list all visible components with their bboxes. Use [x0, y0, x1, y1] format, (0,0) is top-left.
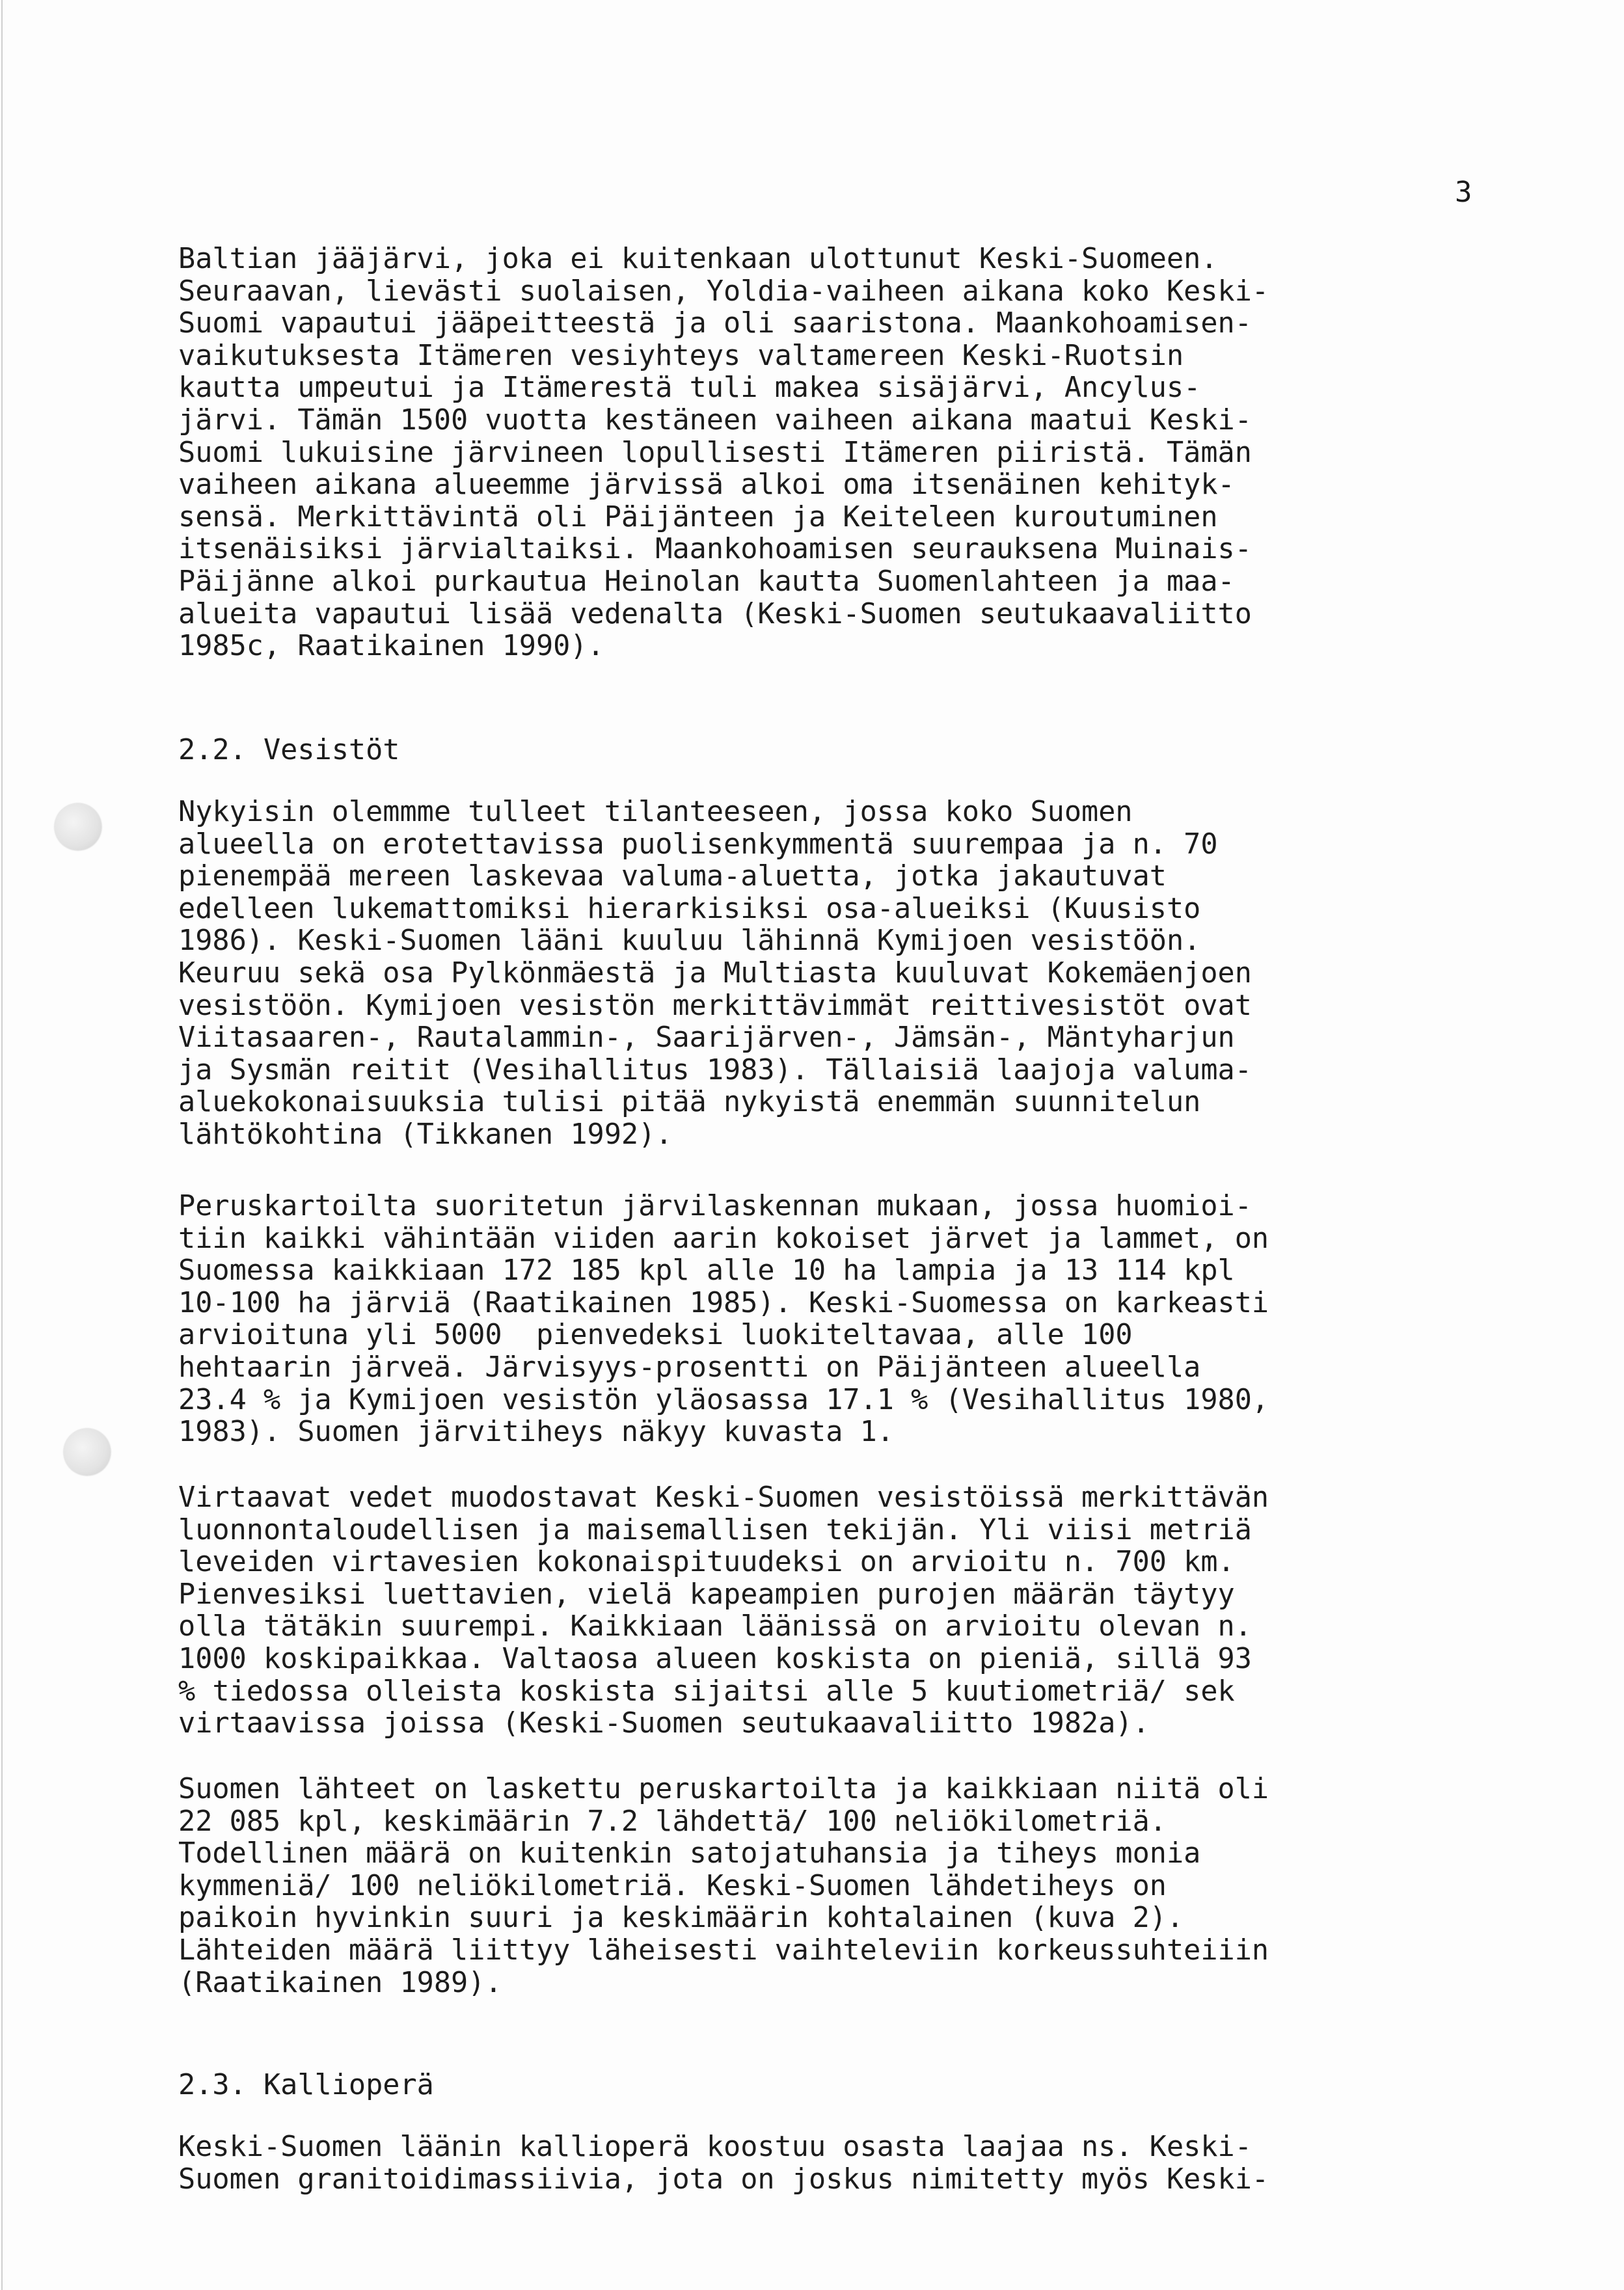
- paragraph-springs: Suomen lähteet on laskettu peruskartoilta ja kaikkiaan niitä oli 22 085 kpl, keskimäärin 7.2 lähdettä/ 100 neliökilometriä. Todellinen määrä on kuitenkin satojatuhansia ja tiheys monia kymmeniä/ 100 neliökilometriä. Keski-Suomen lähdetiheys on paikoin hyvinkin suuri ja keskimäärin kohtalainen (kuva 2). Lähteiden määrä liittyy läheisesti vaihteleviin korkeussuhteiiin (Raatikainen 1989).: [178, 1773, 1269, 1999]
- punch-hole: [55, 803, 102, 850]
- page-number: 3: [1455, 176, 1472, 209]
- section-heading-kalliopera: 2.3. Kallioperä: [178, 2069, 434, 2101]
- paragraph-baltic-ice-lake: Baltian jääjärvi, joka ei kuitenkaan ulottunut Keski-Suomeen. Seuraavan, lievästi suolaisen, Yoldia-vaiheen aikana koko Keski- Suomi vapautui jääpeitteestä ja oli saaristona. Maankohoamisen- vaikutuksesta Itämeren vesiyhteys valtamereen Keski-Ruotsin kautta umpeutui ja Itämerestä tuli makea sisäjärvi, Ancylus- järvi. Tämän 1500 vuotta kestäneen vaiheen aikana maatui Keski- Suomi lukuisine järvineen lopullisesti Itämeren piiristä. Tämän vaiheen aikana alueemme järvissä alkoi oma itsenäinen kehityk- sensä. Merkittävintä oli Päijänteen ja Keiteleen kuroutuminen itsenäisiksi järvialtaiksi. Maankohoamisen seurauksena Muinais- Päijänne alkoi purkautua Heinolan kautta Suomenlahteen ja maa- alueita vapautui lisää vedenalta (Keski-Suomen seutukaavaliitto 1985c, Raatikainen 1990).: [178, 243, 1269, 663]
- paragraph-bedrock: Keski-Suomen läänin kallioperä koostuu osasta laajaa ns. Keski- Suomen granitoidimassiivia, jota on joskus nimitetty myös Keski-: [178, 2131, 1269, 2196]
- page-edge-shadow: [1, 0, 3, 2290]
- paragraph-drainage-basins: Nykyisin olemmme tulleet tilanteeseen, jossa koko Suomen alueella on erotettavissa puolisenkymmentä suurempaa ja n. 70 pienempää mereen laskevaa valuma-aluetta, jotka jakautuvat edelleen lukemattomiksi hierarkisiksi osa-alueiksi (Kuusisto 1986). Keski-Suomen lääni kuuluu lähinnä Kymijoen vesistöön. Keuruu sekä osa Pylkönmäestä ja Multiasta kuuluvat Kokemäenjoen vesistöön. Kymijoen vesistön merkittävimmät reittivesistöt ovat Viitasaaren-, Rautalammin-, Saarijärven-, Jämsän-, Mäntyharjun ja Sysmän reitit (Vesihallitus 1983). Tällaisiä laajoja valuma- aluekokonaisuuksia tulisi pitää nykyistä enemmän suunnitelun lähtökohtina (Tikkanen 1992).: [178, 796, 1252, 1151]
- paragraph-flowing-waters: Virtaavat vedet muodostavat Keski-Suomen vesistöissä merkittävän luonnontaloudellisen ja maisemallisen tekijän. Yli viisi metriä leveiden virtavesien kokonaispituudeksi on arvioitu n. 700 km. Pienvesiksi luettavien, vielä kapeampien purojen määrän täytyy olla tätäkin suurempi. Kaikkiaan läänissä on arvioitu olevan n. 1000 koskipaikkaa. Valtaosa alueen koskista on pieniä, sillä 93 % tiedossa olleista koskista sijaitsi alle 5 kuutiometriä/ sek virtaavissa joissa (Keski-Suomen seutukaavaliitto 1982a).: [178, 1481, 1269, 1740]
- section-heading-vesistot: 2.2. Vesistöt: [178, 734, 400, 766]
- paragraph-lake-count: Peruskartoilta suoritetun järvilaskennan mukaan, jossa huomioi- tiin kaikki vähintään viiden aarin kokoiset järvet ja lammet, on Suomessa kaikkiaan 172 185 kpl alle 10 ha lampia ja 13 114 kpl 10-100 ha järviä (Raatikainen 1985). Keski-Suomessa on karkeasti arvioituna yli 5000 pienvedeksi luokiteltavaa, alle 100 hehtaarin järveä. Järvisyys-prosentti on Päijänteen alueella 23.4 % ja Kymijoen vesistön yläosassa 17.1 % (Vesihallitus 1980, 1983). Suomen järvitiheys näkyy kuvasta 1.: [178, 1190, 1269, 1449]
- punch-hole: [64, 1429, 111, 1475]
